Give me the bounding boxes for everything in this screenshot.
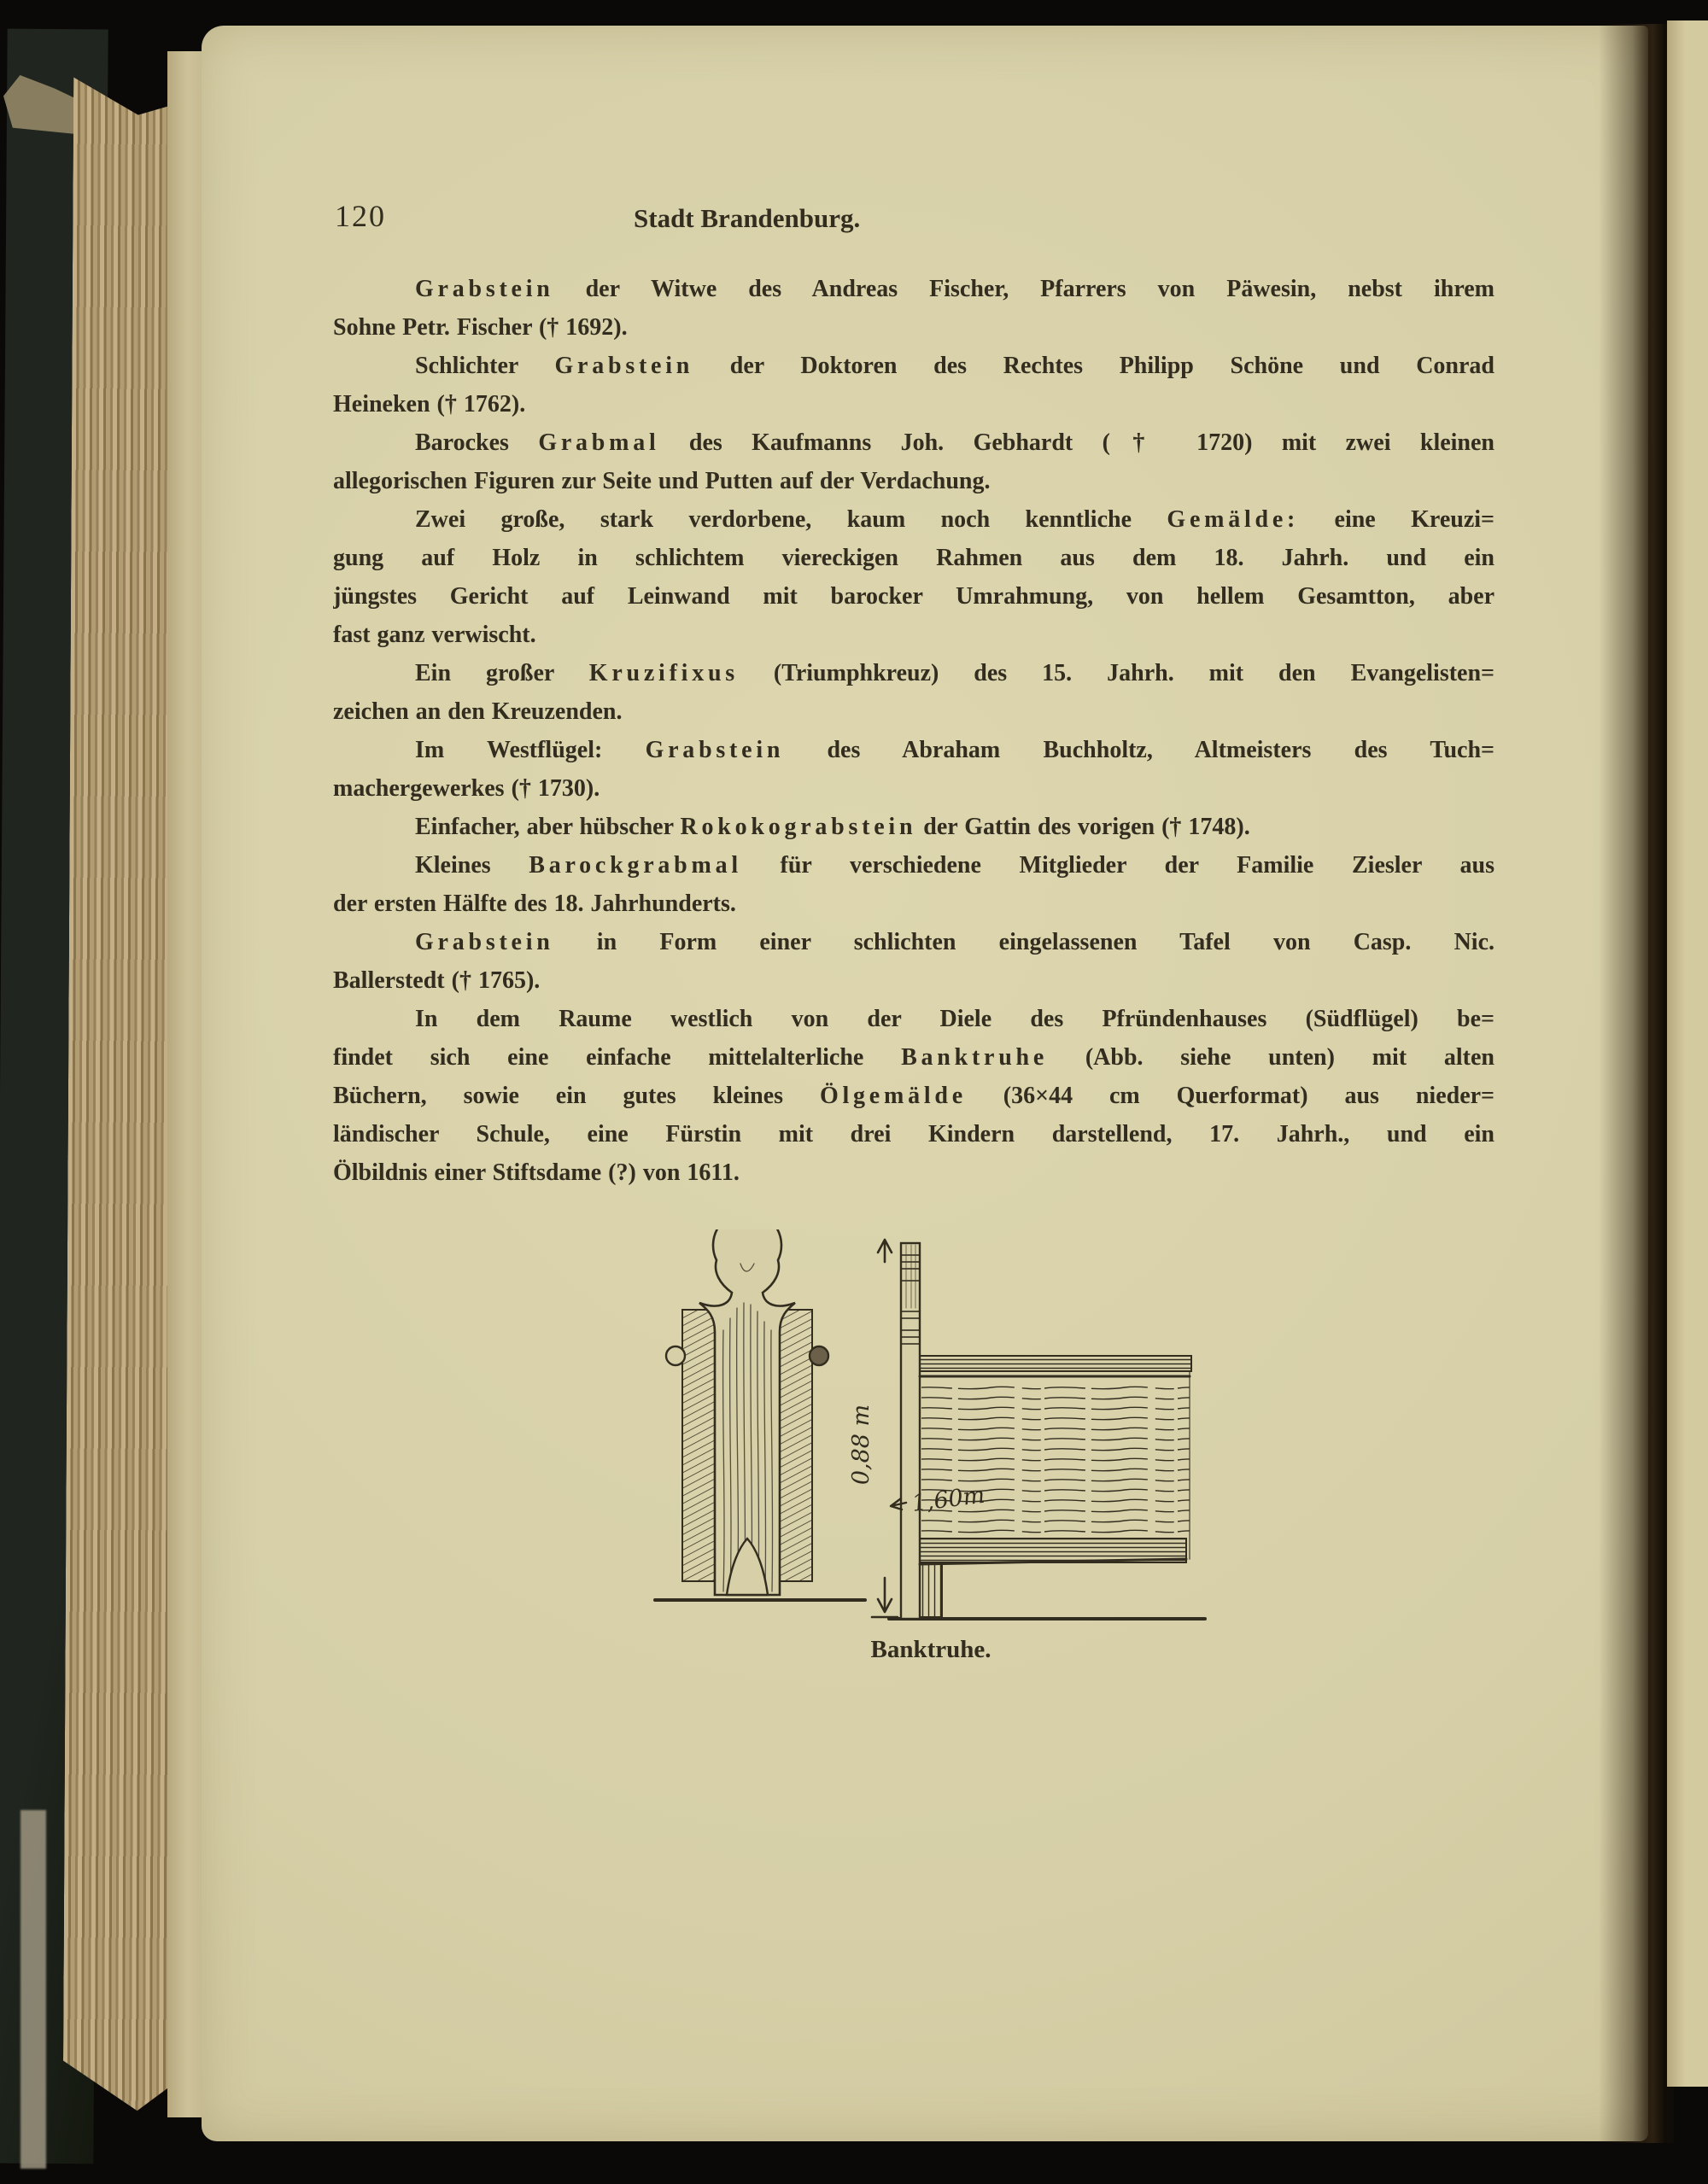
text-segment: zeichen an den Kreuzenden.: [333, 698, 623, 725]
text-line: [333, 616, 1494, 654]
text-line: [333, 1153, 1494, 1192]
text-segment: Im Westflügel:: [415, 737, 646, 763]
bench-end-front-view: [655, 1229, 865, 1600]
text-segment: jüngstes Gericht auf Leinwand mit barocker Umrahmung, von hellem Gesamtton, aber: [333, 583, 1494, 610]
text-line: [333, 308, 1494, 347]
emphasized-word: Grabstein: [415, 276, 554, 302]
text-line: [333, 1000, 1494, 1038]
text-segment: Büchern, sowie ein gutes kleines: [333, 1083, 820, 1109]
text-line: [333, 270, 1494, 308]
facing-page-edge: [1667, 20, 1708, 2087]
text-segment: Sohne Petr. Fischer († 1692).: [333, 314, 628, 341]
text-line: [333, 1115, 1494, 1153]
text-segment: für verschiedene Mitglieder der Familie Ziesler aus: [741, 852, 1494, 879]
right-peg: [810, 1346, 828, 1365]
text-line: [333, 654, 1494, 692]
text-segment: Ein großer: [415, 660, 589, 686]
text-segment: Kleines: [415, 852, 529, 879]
paragraph: [333, 423, 1494, 500]
text-line: [333, 385, 1494, 423]
bench-side-view: [848, 1240, 1205, 1619]
text-line: [333, 731, 1494, 769]
paragraph: [333, 923, 1494, 1000]
text-segment: ländischer Schule, eine Fürstin mit drei Kindern darstellend, 17. Jahrh., und ein: [333, 1121, 1494, 1147]
text-segment: (Abb. siehe unten) mit alten: [1048, 1044, 1494, 1071]
text-segment: Einfacher, aber hübscher: [415, 814, 681, 840]
cover-worn-strip: [20, 1810, 46, 2169]
text-segment: der Doktoren des Rechtes Philipp Schöne und Conrad: [693, 353, 1494, 379]
text-segment: des Abraham Buchholtz, Altmeisters des Tuch=: [784, 737, 1494, 763]
text-segment: der Witwe des Andreas Fischer, Pfarrers von Päwesin, nebst ihrem: [553, 276, 1494, 302]
emphasized-word: Ölgemälde: [819, 1083, 967, 1109]
text-segment: eine Kreuzi=: [1299, 506, 1494, 533]
text-segment: (Triumphkreuz) des 15. Jahrh. mit den Evangelisten=: [738, 660, 1494, 686]
text-line: [333, 1038, 1494, 1077]
text-line: [333, 577, 1494, 616]
book-gutter-shadow: [1599, 24, 1674, 2143]
emphasized-word: Grabstein: [415, 929, 554, 955]
emphasized-word: Banktruhe: [901, 1044, 1049, 1071]
paragraph: [333, 270, 1494, 347]
text-segment: (36×44 cm Querformat) aus nieder=: [966, 1083, 1494, 1109]
text-line: [333, 923, 1494, 961]
width-dimension-label: 1,60m: [910, 1481, 986, 1517]
text-segment: der Gattin des vorigen († 1748).: [916, 814, 1250, 840]
text-segment: Ölbildnis einer Stiftsdame (?) von 1611.: [333, 1159, 740, 1186]
emphasized-word: Grabstein: [554, 353, 694, 379]
figure-caption: Banktruhe.: [870, 1636, 991, 1663]
text-line: [333, 1077, 1494, 1115]
text-line: [333, 423, 1494, 462]
text-segment: in Form einer schlichten eingelassenen Tafel von Casp. Nic.: [553, 929, 1494, 955]
text-segment: allegorischen Figuren zur Seite und Putten auf der Verdachung.: [333, 468, 991, 494]
text-block: [333, 270, 1494, 1192]
paragraph: [333, 731, 1494, 808]
running-header: Stadt Brandenburg.: [634, 203, 861, 233]
emphasized-word: Gemälde:: [1167, 506, 1300, 533]
text-segment: gung auf Holz in schlichtem viereckigen Rahmen aus dem 18. Jahrh. und ein: [333, 545, 1494, 571]
text-line: [333, 692, 1494, 731]
text-line: [333, 462, 1494, 500]
banktruhe-figure: [645, 1229, 1217, 1639]
text-line: [333, 539, 1494, 577]
emphasized-word: Grabmal: [538, 429, 660, 456]
text-segment: Heineken († 1762).: [333, 391, 526, 418]
text-segment: der ersten Hälfte des 18. Jahrhunderts.: [333, 891, 736, 917]
page-number: 120: [335, 199, 386, 233]
banktruhe-drawing: [645, 1229, 1217, 1639]
paragraph: [333, 654, 1494, 731]
emphasized-word: Kruzifixus: [588, 660, 739, 686]
text-line: [333, 885, 1494, 923]
emphasized-word: Rokokograbstein: [680, 814, 917, 840]
height-dimension-arrow-icon: [872, 1240, 898, 1617]
text-line: [333, 808, 1494, 846]
text-segment: Schlichter: [415, 353, 555, 379]
emphasized-word: Grabstein: [645, 737, 785, 763]
text-line: [333, 769, 1494, 808]
paragraph: [333, 500, 1494, 654]
text-segment: des Kaufmanns Joh. Gebhardt († 1720) mit zwei kleinen: [659, 429, 1494, 456]
text-segment: Barockes: [415, 429, 539, 456]
text-line: [333, 347, 1494, 385]
text-segment: In dem Raume westlich von der Diele des Pfründenhauses (Südflügel) be=: [415, 1006, 1494, 1032]
text-line: [333, 500, 1494, 539]
text-segment: Zwei große, stark verdorbene, kaum noch kenntliche: [415, 506, 1167, 533]
text-segment: Ballerstedt († 1765).: [333, 967, 541, 994]
paragraph: [333, 1000, 1494, 1192]
text-segment: findet sich eine einfache mittelalterliche: [333, 1044, 902, 1071]
text-segment: fast ganz verwischt.: [333, 622, 536, 648]
emphasized-word: Barockgrabmal: [529, 852, 742, 879]
paragraph: [333, 347, 1494, 423]
text-line: [333, 846, 1494, 885]
text-line: [333, 961, 1494, 1000]
height-dimension-label: 0,88 m: [848, 1404, 874, 1486]
paragraph: [333, 808, 1494, 846]
text-segment: machergewerkes († 1730).: [333, 775, 600, 802]
paragraph: [333, 846, 1494, 923]
left-peg: [666, 1346, 685, 1365]
